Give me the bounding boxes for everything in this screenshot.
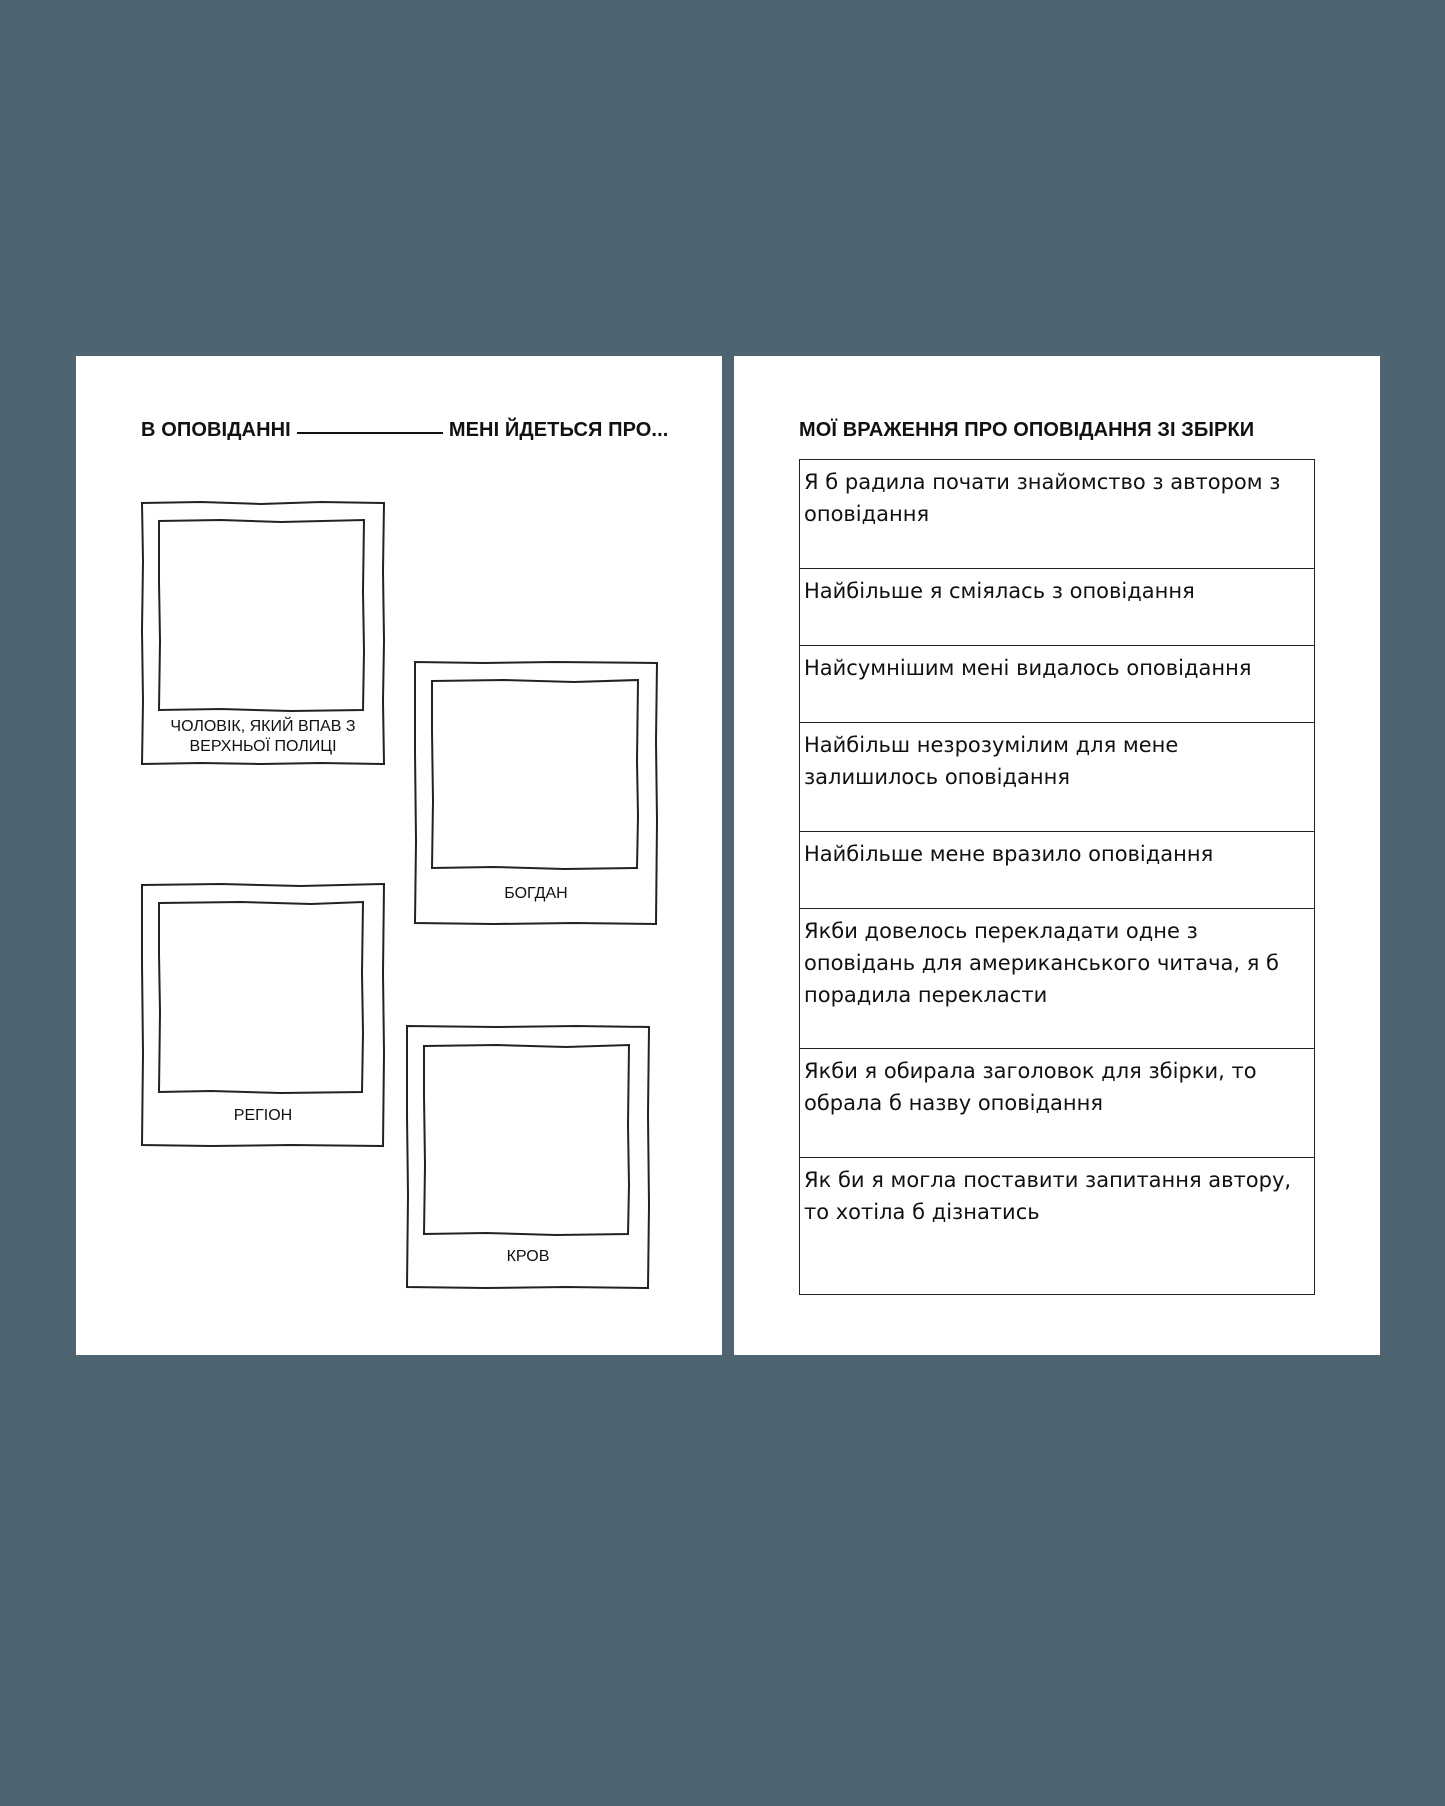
polaroid-frame (141, 501, 385, 765)
table-cell[interactable]: Як би я могла поставити запитання автору, то хотіла б дізнатись (800, 1158, 1315, 1295)
polaroid-caption: ЧОЛОВІК, ЯКИЙ ВПАВ З ВЕРХНЬОЇ ПОЛИЦІ (170, 718, 356, 755)
table-row[interactable] (800, 1049, 1315, 1158)
table-row[interactable] (800, 569, 1315, 646)
title-before: В ОПОВІДАННІ (141, 419, 291, 441)
polaroid-frame (406, 1025, 650, 1289)
table-cell[interactable]: Найбільше я сміялась з оповідання (800, 569, 1315, 646)
table-row[interactable] (800, 723, 1315, 832)
left-page (76, 356, 722, 1355)
page-title (141, 419, 668, 442)
title-after: МЕНІ ЙДЕТЬСЯ ПРО... (448, 419, 669, 441)
table-row[interactable] (800, 646, 1315, 723)
polaroid-caption: РЕГІОН (233, 1107, 293, 1124)
table-cell[interactable]: Найбільш незрозумілим для мене залишилось оповідання (800, 723, 1315, 832)
table-cell[interactable]: Я б радила почати знайомство з автором з оповідання (800, 460, 1315, 569)
table-cell[interactable]: Якби я обирала заголовок для збірки, то обрала б назву оповідання (800, 1049, 1315, 1158)
polaroid-caption: БОГДАН (504, 885, 568, 902)
table-row[interactable] (800, 832, 1315, 909)
table-cell[interactable]: Найбільше мене вразило оповідання (800, 832, 1315, 909)
title-blank-line[interactable] (297, 431, 443, 434)
table-row[interactable] (800, 909, 1315, 1049)
table-cell[interactable]: Найсумнішим мені видалось оповідання (800, 646, 1315, 723)
polaroid-caption: КРОВ (506, 1248, 550, 1265)
polaroid-frame (141, 883, 385, 1147)
table-row[interactable] (800, 1158, 1315, 1295)
polaroid-frame (414, 661, 658, 925)
page-title: МОЇ ВРАЖЕННЯ ПРО ОПОВІДАННЯ ЗІ ЗБІРКИ (799, 419, 1255, 441)
table-row[interactable] (800, 460, 1315, 569)
impressions-table (799, 459, 1315, 1295)
table-cell[interactable]: Якби довелось перекладати одне з оповідань для американського читача, я б порадила перекласти (800, 909, 1315, 1049)
right-page (734, 356, 1380, 1355)
